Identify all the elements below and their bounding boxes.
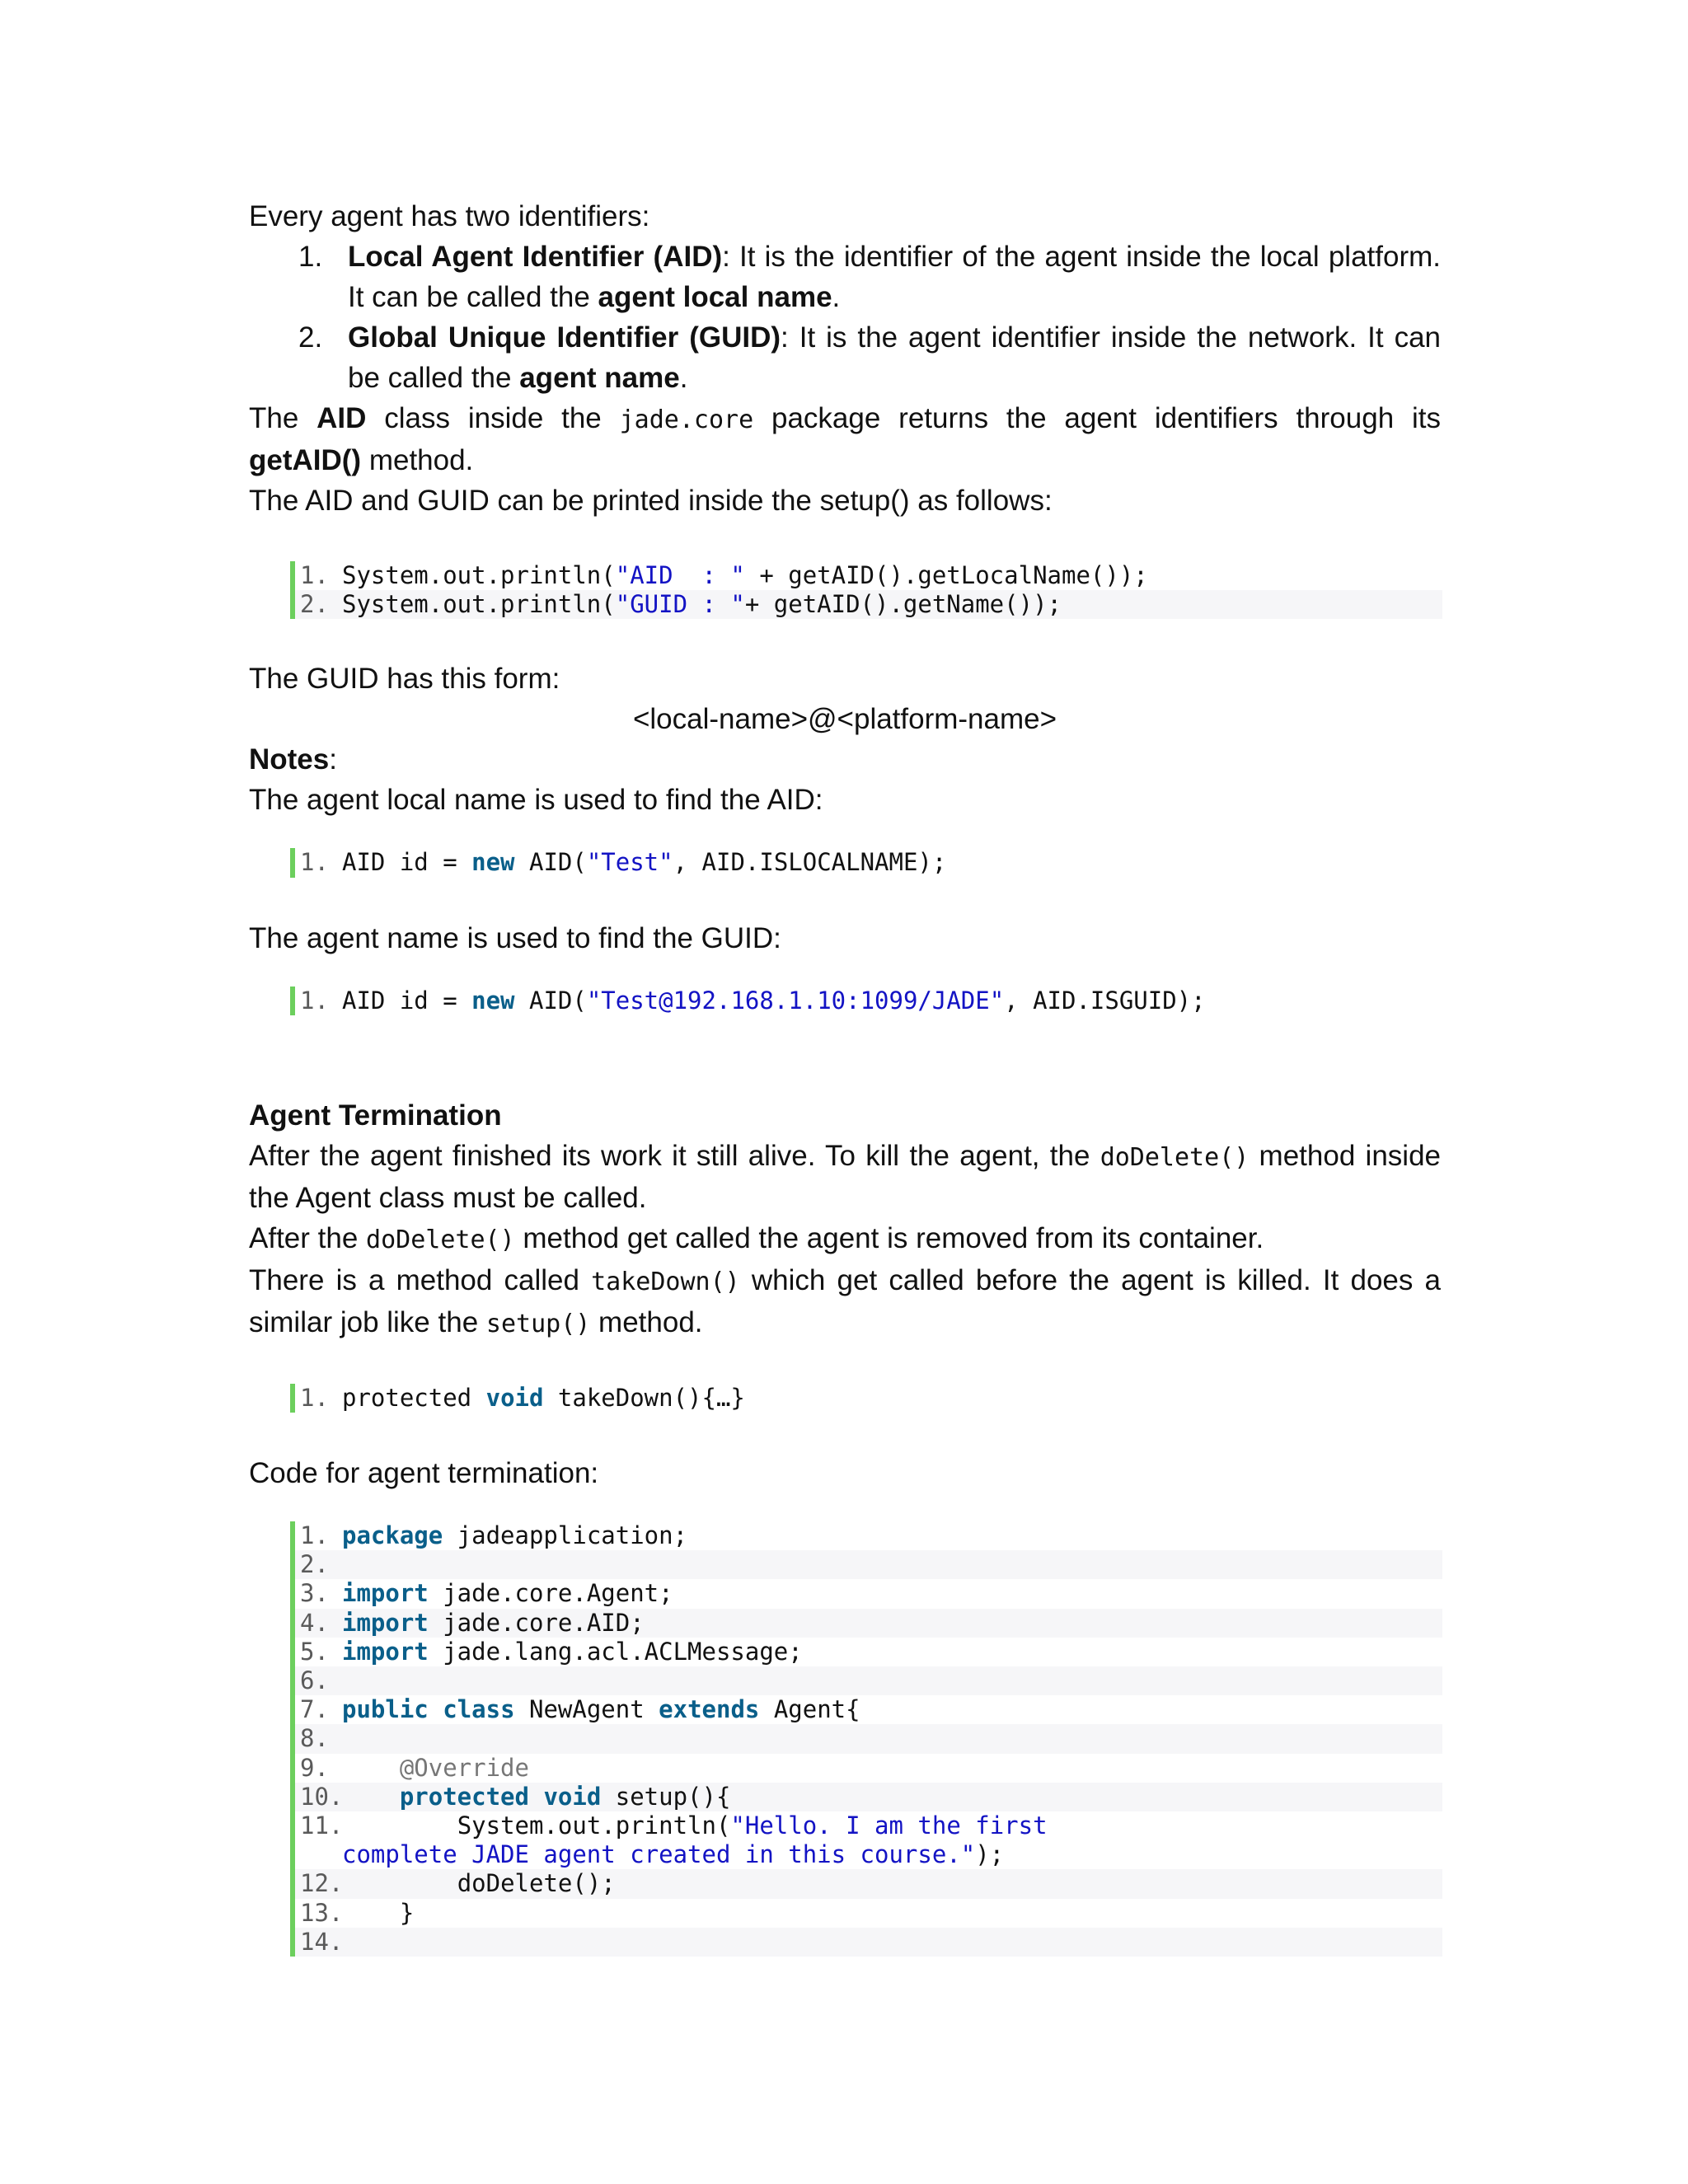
list-text: : It is the identifier of the agent inside the local platform. It can be called the: [348, 241, 1441, 313]
code-text: , AID.ISLOCALNAME);: [673, 848, 947, 877]
code-block-guid: [290, 987, 1442, 1015]
text: :: [329, 743, 337, 776]
code-block-aid: [290, 848, 1442, 877]
code-text: System.out.println(: [457, 1811, 731, 1840]
code-line: [290, 1666, 1442, 1695]
inline-code: takeDown(): [591, 1267, 740, 1296]
code-text: System.out.println(: [342, 561, 616, 589]
code-text: + getAID().getLocalName());: [744, 561, 1148, 589]
code-block-print: [290, 561, 1442, 619]
code-text: , AID.ISGUID);: [1004, 986, 1206, 1015]
list-term: Global Unique Identifier (GUID): [348, 321, 781, 354]
code-text: setup(){: [601, 1782, 731, 1811]
code-text: jadeapplication;: [443, 1521, 688, 1550]
text: method.: [590, 1305, 703, 1338]
code-line: [290, 1754, 1442, 1783]
code-line: [290, 1783, 1442, 1811]
text: which get called before the agent is killed. It does a similar job like the: [249, 1263, 1441, 1338]
text: method inside the Agent class must be called.: [249, 1139, 1441, 1214]
code-keyword: extends: [659, 1695, 760, 1724]
line-number: 11.: [300, 1811, 344, 1840]
document-page: [249, 196, 1441, 1957]
list-item: [249, 237, 1441, 317]
code-block-takedown: [290, 1384, 1442, 1413]
code-string: complete JADE agent created in this course.": [342, 1840, 976, 1869]
code-line: [290, 1899, 1442, 1928]
list-number: 1.: [298, 241, 323, 273]
local-name-paragraph: The agent local name is used to find the AID:: [249, 784, 823, 817]
code-text: );: [975, 1840, 1005, 1869]
list-end: .: [832, 281, 841, 313]
agent-name-paragraph: The agent name is used to find the GUID:: [249, 921, 781, 954]
line-number: 12.: [300, 1869, 344, 1898]
code-line: [290, 1811, 1442, 1840]
code-string: "Test@192.168.1.10:1099/JADE": [586, 986, 1005, 1015]
code-string: "Test": [586, 848, 673, 877]
termination-heading: [249, 1095, 1441, 1136]
code-line: [290, 987, 1442, 1015]
code-keyword: new: [471, 986, 515, 1015]
line-number: 8.: [300, 1724, 329, 1753]
line-number: 3.: [300, 1579, 329, 1608]
section-title: Agent Termination: [249, 1099, 502, 1132]
line-number: 9.: [300, 1753, 329, 1782]
code-text: AID(: [514, 986, 587, 1015]
code-keyword: class: [443, 1695, 515, 1724]
line-number: 2.: [300, 1550, 329, 1579]
termination-paragraph: [249, 1136, 1441, 1218]
text: method.: [361, 444, 474, 476]
list-bold-name: agent local name: [598, 281, 832, 313]
termination-paragraph: [249, 1218, 1441, 1260]
code-annotation: @Override: [399, 1753, 529, 1782]
line-number: 7.: [300, 1695, 329, 1724]
code-keyword: package: [342, 1521, 443, 1550]
code-termination-label: Code for agent termination:: [249, 1457, 599, 1490]
line-number: 10.: [300, 1782, 344, 1811]
code-keyword: void: [485, 1383, 544, 1412]
code-keyword: public: [342, 1695, 429, 1724]
code-line: [290, 1384, 1442, 1413]
line-number: 1.: [300, 1383, 329, 1412]
code-keyword: new: [471, 848, 515, 877]
line-number: 4.: [300, 1608, 329, 1637]
line-number: 2.: [300, 590, 329, 619]
code-keyword: import: [342, 1637, 429, 1666]
guid-form-label: The GUID has this form:: [249, 663, 560, 696]
code-string: "GUID : ": [615, 590, 745, 619]
line-number: 1.: [300, 1521, 329, 1550]
code-block-newagent: [290, 1521, 1442, 1957]
code-text: protected: [342, 1383, 486, 1412]
code-line-wrapped: [290, 1840, 1442, 1869]
method-name: getAID(): [249, 444, 362, 476]
code-string: "AID : ": [615, 561, 745, 589]
aid-paragraph: [249, 398, 1441, 480]
text: package returns the agent identifiers through its: [753, 402, 1441, 434]
notes-label: [249, 739, 1441, 780]
code-string: "Hello. I am the first: [730, 1811, 1048, 1840]
code-line: [290, 848, 1442, 877]
guid-form: <local-name>@<platform-name>: [632, 703, 1057, 736]
code-line: [290, 1550, 1442, 1579]
line-number: 14.: [300, 1927, 344, 1956]
code-text: jade.core.Agent;: [428, 1579, 673, 1608]
package-name: jade.core: [619, 405, 754, 434]
code-text: AID id =: [342, 986, 472, 1015]
code-text: takeDown(){…}: [543, 1383, 745, 1412]
code-line: [290, 590, 1442, 619]
code-line: [290, 1695, 1442, 1724]
text: There is a method called: [249, 1263, 592, 1296]
code-line: [290, 1579, 1442, 1608]
text: After the: [249, 1221, 367, 1254]
termination-paragraph: [249, 1260, 1441, 1344]
line-number: 13.: [300, 1898, 344, 1927]
code-text: + getAID().getName());: [744, 590, 1062, 619]
inline-code: doDelete(): [366, 1225, 515, 1254]
code-text: doDelete();: [457, 1869, 616, 1898]
code-text: NewAgent: [514, 1695, 659, 1724]
text: method get called the agent is removed from its container.: [514, 1221, 1264, 1254]
text: class inside the: [366, 402, 620, 434]
text: The: [249, 402, 317, 434]
code-keyword: import: [342, 1579, 429, 1608]
list-text: : It is the agent identifier inside the network. It can be called the: [348, 321, 1441, 394]
print-paragraph: The AID and GUID can be printed inside the setup() as follows:: [249, 485, 1053, 517]
line-number: 6.: [300, 1666, 329, 1695]
line-number: 1.: [300, 986, 329, 1015]
code-keyword: protected: [399, 1782, 529, 1811]
code-text: AID id =: [342, 848, 472, 877]
line-number: 1.: [300, 848, 329, 877]
code-text: AID(: [514, 848, 587, 877]
aid-term: AID: [316, 402, 367, 434]
inline-code: doDelete(): [1100, 1142, 1250, 1172]
code-line: [290, 1521, 1442, 1550]
code-text: jade.core.AID;: [428, 1608, 645, 1637]
code-text: Agent{: [759, 1695, 860, 1724]
code-line: [290, 1609, 1442, 1638]
inline-code: setup(): [485, 1309, 591, 1338]
list-item: [249, 317, 1441, 398]
intro-text: Every agent has two identifiers:: [249, 200, 650, 232]
code-line: [290, 1869, 1442, 1898]
code-text: jade.lang.acl.ACLMessage;: [428, 1637, 803, 1666]
identifier-list: [249, 237, 1441, 398]
list-term: Local Agent Identifier (AID): [348, 241, 723, 273]
code-line: [290, 561, 1442, 590]
list-number: 2.: [298, 321, 323, 354]
line-number: 5.: [300, 1637, 329, 1666]
code-text: System.out.println(: [342, 590, 616, 619]
code-line: [290, 1928, 1442, 1957]
code-text: }: [399, 1898, 415, 1927]
text: After the agent finished its work it still alive. To kill the agent, the: [249, 1139, 1100, 1172]
line-number: 1.: [300, 561, 329, 589]
notes-heading: Notes: [249, 743, 330, 776]
list-end: .: [679, 362, 688, 394]
code-line: [290, 1638, 1442, 1666]
code-line: [290, 1724, 1442, 1753]
code-keyword: void: [543, 1782, 602, 1811]
list-bold-name: agent name: [519, 362, 680, 394]
code-keyword: import: [342, 1608, 429, 1637]
